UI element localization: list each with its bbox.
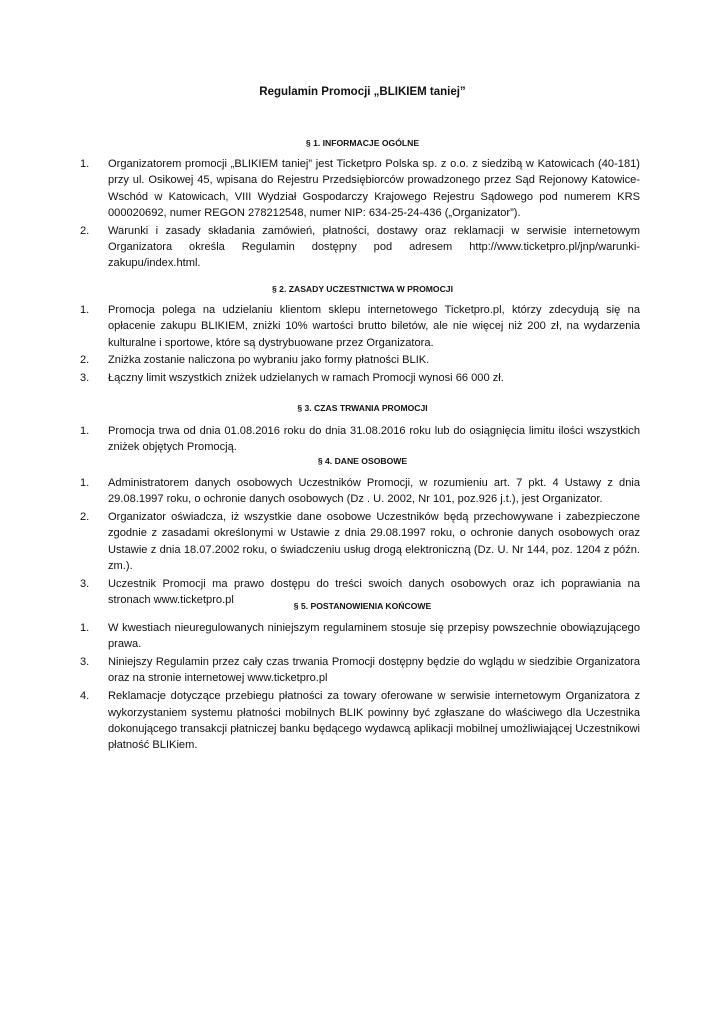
list-item: [80, 223, 640, 272]
list-item: [80, 688, 640, 753]
section-5-list: [80, 620, 640, 755]
item-number: 4.: [80, 690, 90, 703]
item-number: 3.: [80, 656, 90, 669]
list-item: [80, 370, 640, 386]
section-1-list: [80, 156, 640, 273]
item-number: 1.: [80, 304, 90, 316]
item-text: Promocja polega na udzielaniu klientom sklepu internetowego Ticketpro.pl, którzy zdecydują się na opłacenie zakupu BLIKIEM, zniżki 10% wartości brutto biletów, ale nie więcej niż 200 zł, na wydarzenia kulturalne i sportowe, które są dystrybuowane przez Organizatora.: [108, 304, 640, 349]
section-3-heading: § 3. CZAS TRWANIA PROMOCJI: [297, 403, 428, 413]
item-number: 1.: [80, 477, 90, 489]
item-number: 1.: [80, 158, 90, 170]
item-number: 1.: [80, 425, 90, 437]
document-title: Regulamin Promocji „BLIKIEM taniej”: [259, 86, 466, 98]
list-item: [80, 352, 640, 368]
section-2-heading: § 2. ZASADY UCZESTNICTWA W PROMOCJI: [272, 284, 453, 294]
item-text: W kwestiach nieuregulowanych niniejszym regulaminem stosuje się przepisy powszechnie obowiązującego prawa.: [108, 622, 640, 651]
list-item: [80, 475, 640, 508]
section-3-list: [80, 423, 640, 457]
list-item: [80, 620, 640, 653]
item-number: 3.: [80, 577, 90, 590]
item-number: 2.: [80, 224, 90, 237]
item-number: 2.: [80, 354, 90, 367]
item-text: Reklamacje dotyczące przebiegu płatności za towary oferowane w serwisie internetowym Organizatora z wykorzystaniem systemu płatności mobilnych BLIK powinny być zgłaszane do właściwego dla Uczestnika dokonującego transakcji płatniczej banku będącego wydawcą aplikacji mobilnej umożliwiającej Uczestnikowi płatność BLIKiem.: [108, 690, 640, 752]
section-5-heading: § 5. POSTANOWIENIA KOŃCOWE: [293, 601, 432, 611]
list-item: [80, 302, 640, 351]
item-text: Uczestnik Promocji ma prawo dostępu do treści swoich danych osobowych oraz ich poprawiania na stronach www.ticketpro.pl: [108, 577, 640, 607]
item-number: 2.: [80, 511, 90, 524]
item-number: 3.: [80, 372, 90, 385]
list-item: [80, 654, 640, 687]
item-text: Administratorem danych osobowych Uczestników Promocji, w rozumieniu art. 7 pkt. 4 Ustawy z dnia 29.08.1997 roku, o ochronie danych osobowych (Dz . U. 2002, Nr 101, poz.926 j.t.), jest Organizator.: [108, 477, 640, 506]
section-4-heading: § 4. DANE OSOBOWE: [317, 456, 408, 466]
section-4-list: [80, 475, 640, 610]
item-text: Organizatorem promocji „BLIKIEM taniej” jest Ticketpro Polska sp. z o.o. z siedzibą w Katowicach (40-181) przy ul. Osikowej 45, wpisana do Rejestru Przedsiębiorców prowadzonego przez Sąd Rejonowy Katowice-Wschód w Katowicach, VIII Wydział Gospodarczy Krajowego Rejestru Sądowego pod numerem KRS 000020692, numer REGON 278212548, numer NIP: 634-25-24-436 („Organizator”).: [108, 158, 640, 219]
list-item: [80, 509, 640, 574]
item-text: Organizator oświadcza, iż wszystkie dane osobowe Uczestników będą przechowywane i zabezpieczone zgodnie z zasadami określonymi w Ustawie z dnia 29.08.1997 roku, o ochronie danych osobowych oraz Ustawie z dnia 18.07.2002 roku, o świadczeniu usług drogą elektroniczną (Dz. U. Nr 144, poz. 1204 z późn. zm.).: [108, 511, 640, 573]
item-text: Warunki i zasady składania zamówień, płatności, dostawy oraz reklamacji w serwisie internetowym Organizatora określa Regulamin dostępny pod adresem http://www.ticketpro.pl/jnp/warunki-zakupu/index.html.: [108, 224, 640, 270]
item-number: 1.: [80, 622, 90, 634]
list-item: [80, 156, 640, 221]
section-1-heading: § 1. INFORMACJE OGÓLNE: [305, 138, 420, 148]
item-text: Łączny limit wszystkich zniżek udzielanych w ramach Promocji wynosi 66 000 zł.: [108, 372, 504, 385]
item-text: Zniżka zostanie naliczona po wybraniu jako formy płatności BLIK.: [108, 354, 430, 367]
section-2-list: [80, 302, 640, 388]
item-text: Promocja trwa od dnia 01.08.2016 roku do dnia 31.08.2016 roku lub do osiągnięcia limitu ilości wszystkich zniżek objętych Promocją.: [108, 425, 640, 454]
item-text: Niniejszy Regulamin przez cały czas trwania Promocji dostępny będzie do wglądu w siedzibie Organizatora oraz na stronie internetowej www.ticketpro.pl: [108, 656, 640, 685]
list-item: [80, 423, 640, 456]
